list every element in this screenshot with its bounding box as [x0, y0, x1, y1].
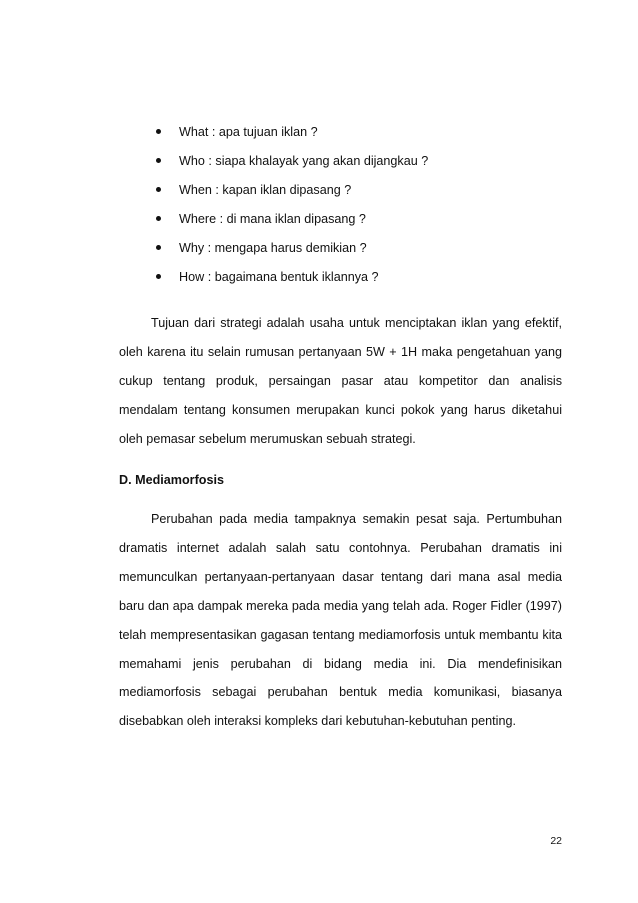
bullet-text: Who : siapa khalayak yang akan dijangkau ?	[179, 154, 429, 168]
bullet-text: How : bagaimana bentuk iklannya ?	[179, 270, 379, 284]
list-item	[150, 267, 428, 296]
bullet-text: What : apa tujuan iklan ?	[179, 125, 318, 139]
bullet-icon	[156, 187, 161, 192]
list-item	[150, 122, 428, 151]
bullet-text: When : kapan iklan dipasang ?	[179, 183, 352, 197]
section-heading: D. Mediamorfosis	[119, 473, 224, 487]
bullet-icon	[156, 274, 161, 279]
page-number: 22	[550, 835, 562, 847]
bullet-text: Why : mengapa harus demikian ?	[179, 241, 367, 255]
strategy-paragraph: Tujuan dari strategi adalah usaha untuk menciptakan iklan yang efektif, oleh karena itu selain rumusan pertanyaan 5W + 1H maka pengetahuan yang cukup tentang produk, persaingan pasar atau kompetitor dan analisis mendalam tentang konsumen merupakan kunci pokok yang harus diketahui oleh pemasar sebelum merumuskan sebuah strategi.	[119, 316, 562, 446]
bullet-text: Where : di mana iklan dipasang ?	[179, 212, 366, 226]
bullet-icon	[156, 129, 161, 134]
list-item	[150, 238, 428, 267]
list-item	[150, 151, 428, 180]
bullet-icon	[156, 245, 161, 250]
list-item	[150, 209, 428, 238]
list-item	[150, 180, 428, 209]
mediamorfosis-paragraph: Perubahan pada media tampaknya semakin pesat saja. Pertumbuhan dramatis internet adalah salah satu contohnya. Perubahan dramatis ini memunculkan pertanyaan-pertanyaan dasar tentang dari mana asal media baru dan apa dampak mereka pada media yang telah ada. Roger Fidler (1997) telah mempresentasikan gagasan tentang mediamorfosis untuk membantu kita memahami jenis perubahan di bidang media ini. Dia mendefinisikan mediamorfosis sebagai perubahan bentuk media komunikasi, biasanya disebabkan oleh interaksi kompleks dari kebutuhan-kebutuhan penting.	[119, 512, 562, 729]
bullet-icon	[156, 158, 161, 163]
question-bullet-list	[150, 122, 428, 296]
bullet-icon	[156, 216, 161, 221]
